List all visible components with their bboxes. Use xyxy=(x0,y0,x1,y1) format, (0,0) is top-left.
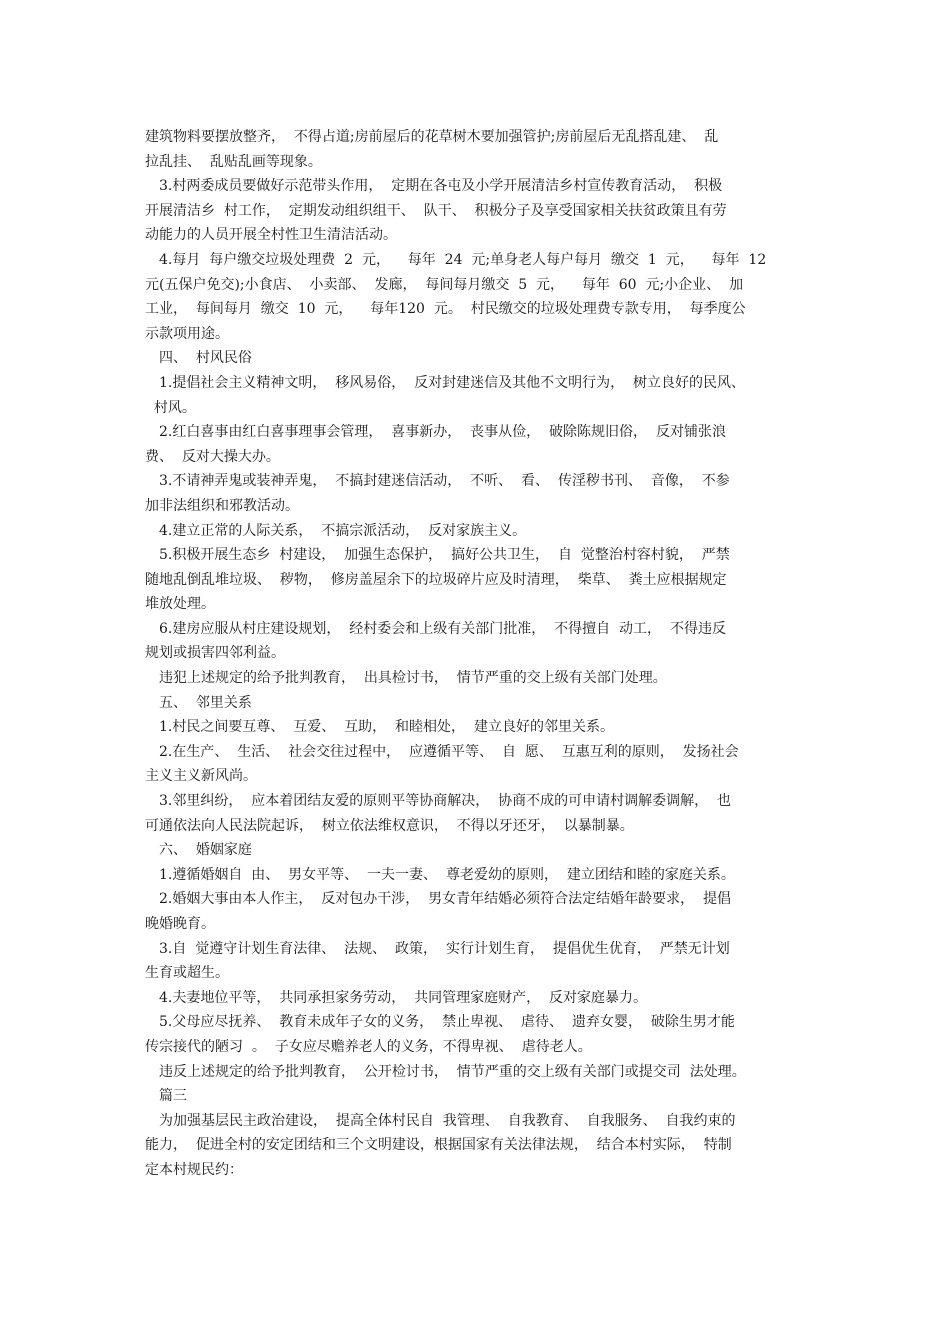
text-line: 主义主义新风尚。 xyxy=(145,768,257,785)
text-line: 3.村两委成员要做好示范带头作用， 定期在各屯及小学开展清洁乡村宣传教育活动， 积极 xyxy=(159,178,723,195)
text-line: 晚婚晚育。 xyxy=(145,916,215,932)
text-line: 可通依法向人民法院起诉， 树立依法维权意识， 不得以牙还牙， 以暴制暴。 xyxy=(145,817,634,834)
text-line: 2.红白喜事由红白喜事理事会管理， 喜事新办， 丧事从俭， 破除陈规旧俗， 反对铺张浪 xyxy=(159,424,726,441)
text-line: 为加强基层民主政治建设， 提高全体村民自 我管理、 自我教育、 自我服务、 自我约束的 xyxy=(159,1112,736,1129)
document-page xyxy=(145,125,825,1183)
text-line: 违反上述规定的给予批判教育， 公开检讨书， 情节严重的交上级有关部门或提交司 法处理。 xyxy=(159,1063,746,1080)
text-line: 定本村规民约： xyxy=(145,1161,243,1178)
text-line: 示款项用途。 xyxy=(145,325,229,342)
text-line: 4.建立正常的人际关系， 不搞宗派活动， 反对家族主义。 xyxy=(159,522,527,539)
text-line: 传宗接代的陋习 。 子女应尽赡养老人的义务，不得卑视、 虐待老人。 xyxy=(145,1038,592,1055)
text-line: 五、 邻里关系 xyxy=(159,694,252,711)
text-line: 随地乱倒乱堆垃圾、 秽物， 修房盖屋余下的垃圾碎片应及时清理， 柴草、 粪土应根据规定 xyxy=(145,571,727,588)
text-line: 2.婚姻大事由本人作主， 反对包办干涉， 男女青年结婚必须符合法定结婚年龄要求， 提倡 xyxy=(159,891,732,908)
text-line: 4.每月 每户缴交垃圾处理费 2 元， 每年 24 元;单身老人每户每月 缴交 1 元， 每年 12 xyxy=(159,251,767,268)
text-line: 3.不请神弄鬼或装神弄鬼， 不搞封建迷信活动， 不听、 看、 传淫秽书刊、 音像， 不参 xyxy=(159,473,730,490)
text-line: 5.积极开展生态乡 村建设， 加强生态保护， 搞好公共卫生， 自 觉整治村容村貌， 严禁 xyxy=(159,547,730,564)
text-line: 6.建房应服从村庄建设规划， 经村委会和上级有关部门批准， 不得擅自 动工， 不得违反 xyxy=(159,620,726,637)
text-line: 四、 村风民俗 xyxy=(159,350,252,367)
text-line: 堆放处理。 xyxy=(145,596,215,613)
text-line: 1.遵循婚姻自 由、 男女平等、 一夫一妻、 尊老爱幼的原则， 建立团结和睦的家庭关系。 xyxy=(159,866,735,883)
text-line: 3.自 觉遵守计划生育法律、 法规、 政策， 实行计划生育， 提倡优生优育， 严禁无计划 xyxy=(159,940,730,957)
text-line: 拉乱挂、 乱贴乱画等现象。 xyxy=(145,153,322,170)
text-line: 3.邻里纠纷， 应本着团结友爱的原则平等协商解决， 协商不成的可申请村调解委调解， 也 xyxy=(159,793,732,810)
text-line: 篇三 xyxy=(159,1088,187,1105)
text-line: 建筑物料要摆放整齐， 不得占道;房前屋后的花草树木要加强管护;房前屋后无乱搭乱建、 乱 xyxy=(145,129,719,145)
text-line: 2.在生产、 生活、 社会交往过程中， 应遵循平等、 自 愿、 互惠互利的原则， 发扬社会 xyxy=(159,743,739,760)
text-line: 生育或超生。 xyxy=(145,965,229,982)
text-line: 费、 反对大操大办。 xyxy=(145,448,280,465)
text-line: 5.父母应尽抚养、 教育未成年子女的义务， 禁止卑视、 虐待、 遗弃女婴， 破除生男才能 xyxy=(159,1014,735,1031)
text-line: 规划或损害四邻利益。 xyxy=(145,645,285,662)
text-line: 开展清洁乡 村工作， 定期发动组织组干、 队干、 积极分子及享受国家相关扶贫政策且有劳 xyxy=(145,202,727,219)
text-line: 1.提倡社会主义精神文明， 移风易俗， 反对封建迷信及其他不文明行为， 树立良好的民风、 xyxy=(159,374,746,391)
text-line: 能力， 促进全村的安定团结和三个文明建设，根据国家有关法律法规， 结合本村实际， 特制 xyxy=(145,1137,732,1154)
text-line: 村风。 xyxy=(145,399,196,416)
text-line: 六、 婚姻家庭 xyxy=(159,842,252,859)
text-line: 工业， 每间每月 缴交 10 元， 每年120 元。 村民缴交的垃圾处理费专款专用， 每季度公 xyxy=(145,301,746,318)
text-line: 1.村民之间要互尊、 互爱、 互助， 和睦相处， 建立良好的邻里关系。 xyxy=(159,719,614,736)
text-line: 违犯上述规定的给予批判教育， 出具检讨书， 情节严重的交上级有关部门处理。 xyxy=(159,670,667,687)
text-line: 4.夫妻地位平等， 共同承担家务劳动， 共同管理家庭财产， 反对家庭暴力。 xyxy=(159,989,648,1006)
text-line: 动能力的人员开展全村性卫生清洁活动。 xyxy=(145,227,397,244)
text-line: 元(五保户免交);小食店、 小卖部、 发廊， 每间每月缴交 5 元， 每年 60 元;小企业、 加 xyxy=(145,276,744,293)
text-line: 加非法组织和邪教活动。 xyxy=(145,497,299,514)
